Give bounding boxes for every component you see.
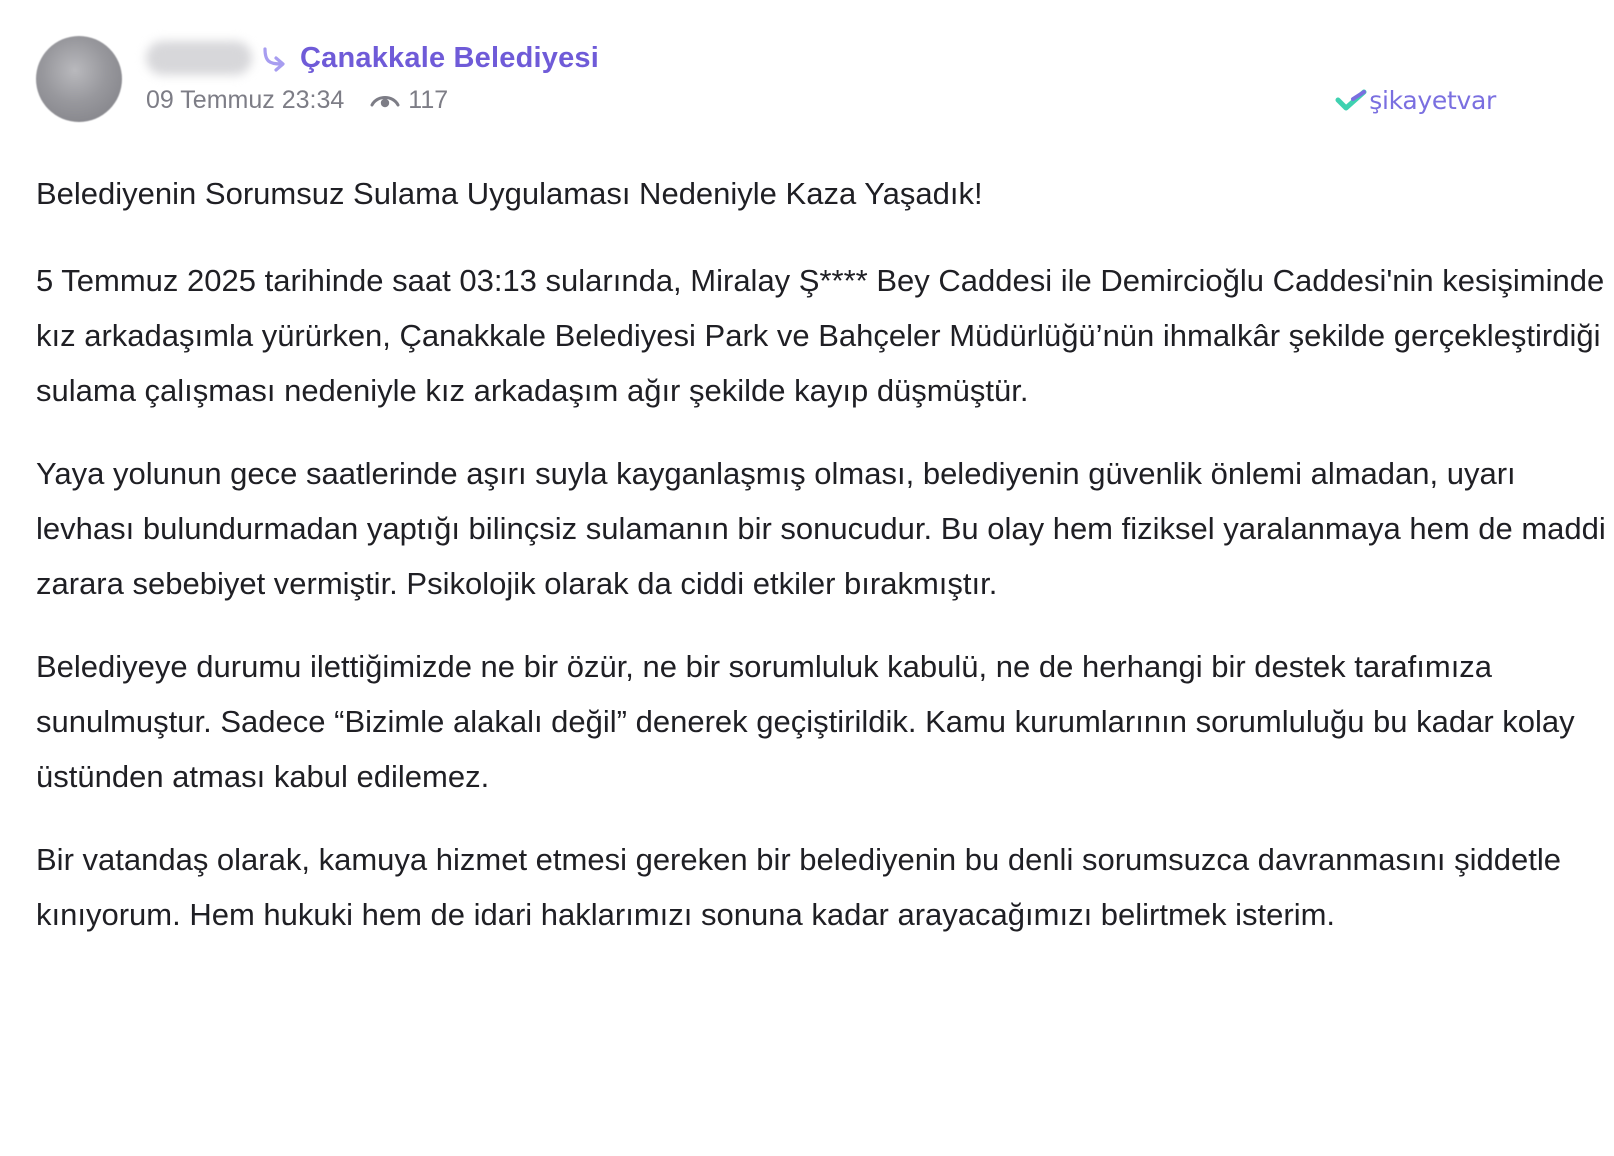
author-row bbox=[146, 38, 599, 78]
complaint-paragraph: Belediyeye durumu ilettiğimizde ne bir özür, ne bir sorumluluk kabulü, ne de herhangi bir destek tarafımıza sunulmuştur. Sadece “Bizimle alakalı değil” denerek geçiştirildik. Kamu kurumlarının sorumluluğu bu kadar kolay üstünden atması kabul edilemez. bbox=[36, 649, 1575, 794]
company-link[interactable]: Çanakkale Belediyesi bbox=[300, 41, 600, 74]
sikayetvar-logo[interactable] bbox=[1335, 84, 1496, 116]
eye-icon bbox=[370, 90, 400, 110]
complaint-header bbox=[36, 36, 1506, 126]
complaint-meta bbox=[146, 82, 448, 118]
complaint-title: Belediyenin Sorumsuz Sulama Uygulaması Nedeniyle Kaza Yaşadık! bbox=[36, 176, 983, 211]
view-count: 117 bbox=[408, 85, 449, 114]
complaint-paragraph: Bir vatandaş olarak, kamuya hizmet etmesi gereken bir belediyenin bu denli sorumsuzca davranmasını şiddetle kınıyorum. Hem hukuki hem de idari haklarımızı sonuna kadar arayacağımızı belirtmek isterim. bbox=[36, 842, 1561, 932]
redirect-arrow-icon bbox=[258, 40, 294, 76]
user-avatar[interactable] bbox=[36, 36, 122, 122]
check-icon bbox=[1335, 88, 1367, 112]
blurred-username[interactable] bbox=[146, 41, 252, 75]
complaint-body bbox=[36, 166, 1606, 970]
complaint-paragraph: Yaya yolunun gece saatlerinde aşırı suyla kayganlaşmış olması, belediyenin güvenlik önlemi almadan, uyarı levhası bulundurmadan yaptığı bilinçsiz sulamanın bir sonucudur. Bu olay hem fiziksel yaralanmaya hem de maddi zarara sebebiyet vermiştir. Psikolojik olarak da ciddi etkiler bırakmıştır. bbox=[36, 456, 1606, 601]
complaint-date: 09 Temmuz 23:34 bbox=[146, 85, 345, 114]
brand-name: şikayetvar bbox=[1369, 85, 1496, 115]
complaint-paragraph: 5 Temmuz 2025 tarihinde saat 03:13 sularında, Miralay Ş**** Bey Caddesi ile Demircioğlu Caddesi'nin kesişiminde kız arkadaşımla yürürken, Çanakkale Belediyesi Park ve Bahçeler Müdürlüğü’nün ihmalkâr şekilde gerçekleştirdiği sulama çalışması nedeniyle kız arkadaşım ağır şekilde kayıp düşmüştür. bbox=[36, 263, 1605, 408]
